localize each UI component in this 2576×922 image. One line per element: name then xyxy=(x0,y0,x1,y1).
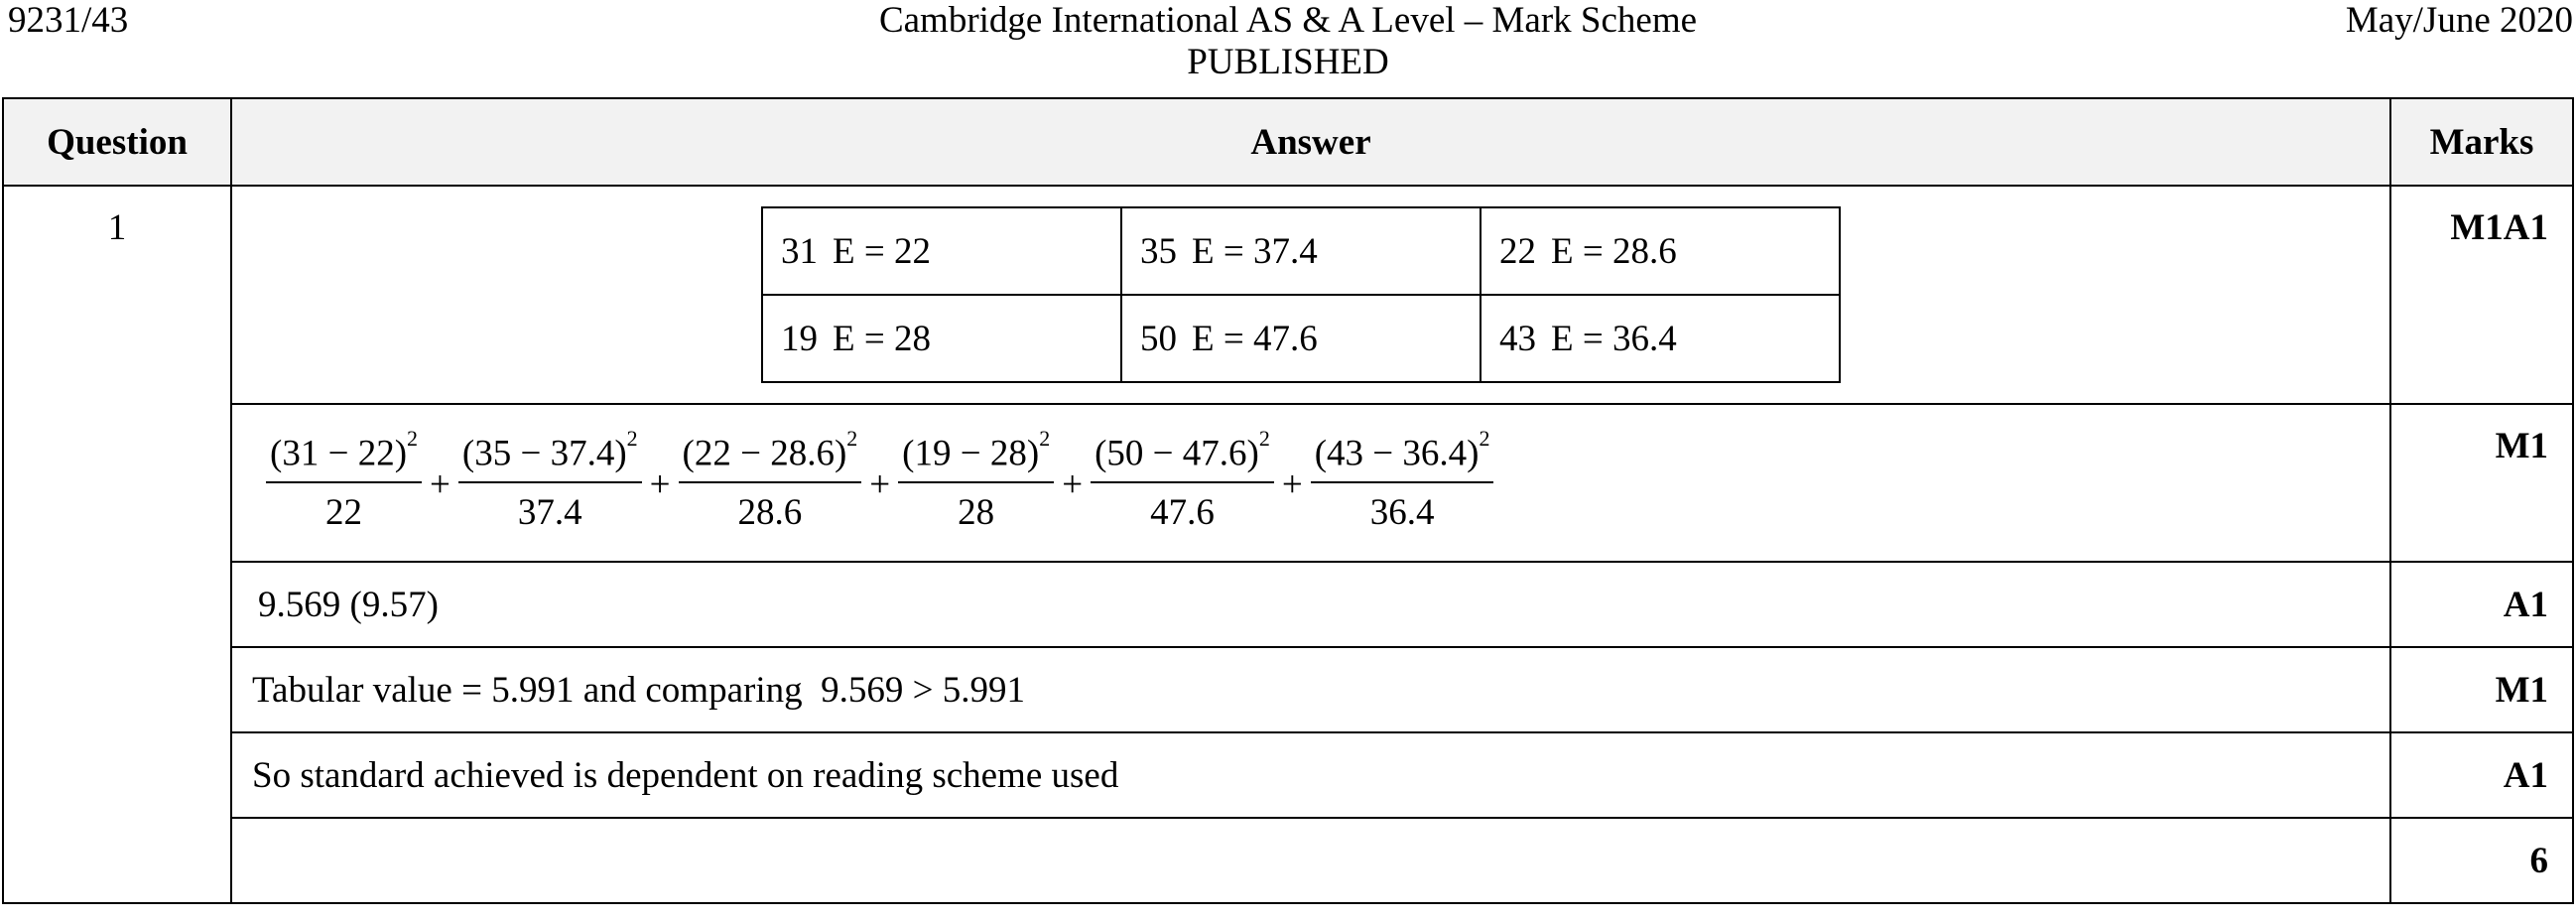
marks-column-header: Marks xyxy=(2390,98,2573,186)
page-heading xyxy=(0,0,2576,83)
table-row xyxy=(3,562,2573,647)
answer-text xyxy=(231,647,2390,732)
mark-scheme-title: Cambridge International AS & A Level – Mark Scheme xyxy=(878,0,1698,41)
mark-value: M1A1 xyxy=(2390,186,2573,404)
plus-sign: + xyxy=(1062,463,1084,505)
chi-square-formula xyxy=(252,426,2389,533)
expected-grid-row xyxy=(762,207,1840,295)
table-row xyxy=(3,818,2573,903)
expected-cell xyxy=(1481,207,1840,295)
fraction-denominator: 36.4 xyxy=(1369,491,1435,533)
chi-square-formula-cell xyxy=(231,404,2390,562)
formula-fraction xyxy=(454,426,646,533)
formula-fraction xyxy=(262,426,426,533)
expected-grid-row xyxy=(762,295,1840,382)
fraction-denominator: 37.4 xyxy=(517,491,582,533)
table-header-row xyxy=(3,98,2573,186)
plus-sign: + xyxy=(649,463,671,505)
mark-value: A1 xyxy=(2390,732,2573,818)
expected-cell xyxy=(1121,295,1481,382)
empty-answer-cell xyxy=(231,818,2390,903)
table-row xyxy=(3,732,2573,818)
expected-value: E = 36.4 xyxy=(1551,318,1677,359)
mark-value: A1 xyxy=(2390,562,2573,647)
observed-value: 50 xyxy=(1140,318,1177,359)
paper-code: 9231/43 xyxy=(8,0,129,41)
fraction-power: 2 xyxy=(1479,426,1490,452)
fraction-power: 2 xyxy=(1039,426,1051,452)
observed-value: 43 xyxy=(1499,318,1536,359)
published-label: PUBLISHED xyxy=(1187,42,1389,82)
total-mark: 6 xyxy=(2390,818,2573,903)
observed-value: 31 xyxy=(781,230,818,272)
expected-cell xyxy=(1481,295,1840,382)
fraction-power: 2 xyxy=(1258,426,1270,452)
fraction-numerator: (19 − 28) xyxy=(902,433,1040,474)
formula-fraction xyxy=(675,426,866,533)
observed-value: 22 xyxy=(1499,230,1536,272)
plus-sign: + xyxy=(430,463,451,505)
mark-value: M1 xyxy=(2390,647,2573,732)
expected-value: E = 28.6 xyxy=(1551,230,1677,272)
conclusion-text: So standard achieved is dependent on reading scheme used xyxy=(252,754,1119,796)
table-row xyxy=(3,186,2573,404)
formula-fraction xyxy=(894,426,1058,533)
plus-sign: + xyxy=(869,463,891,505)
table-row xyxy=(3,404,2573,562)
chi-square-result: 9.569 (9.57) xyxy=(258,584,439,625)
expected-value: E = 47.6 xyxy=(1192,318,1318,359)
fraction-power: 2 xyxy=(846,426,858,452)
expected-value: E = 28 xyxy=(833,318,931,359)
exam-session: May/June 2020 xyxy=(2345,0,2573,41)
fraction-numerator: (50 − 47.6) xyxy=(1095,433,1259,474)
fraction-denominator: 28 xyxy=(958,491,995,533)
mark-scheme-table xyxy=(2,97,2574,904)
expected-value: E = 37.4 xyxy=(1192,230,1318,272)
fraction-power: 2 xyxy=(407,426,419,452)
expected-values-cell xyxy=(231,186,2390,404)
mark-value: M1 xyxy=(2390,404,2573,562)
expected-cell xyxy=(1121,207,1481,295)
formula-fraction xyxy=(1307,426,1498,533)
expected-value: E = 22 xyxy=(833,230,931,272)
question-column-header: Question xyxy=(3,98,231,186)
fraction-numerator: (35 − 37.4) xyxy=(461,433,627,474)
expected-values-grid xyxy=(761,206,1841,383)
expected-cell xyxy=(762,207,1121,295)
answer-column-header: Answer xyxy=(231,98,2390,186)
answer-text xyxy=(231,732,2390,818)
answer-text xyxy=(231,562,2390,647)
fraction-numerator: (43 − 36.4) xyxy=(1314,433,1480,474)
fraction-denominator: 22 xyxy=(325,491,362,533)
question-number: 1 xyxy=(3,186,231,903)
formula-fraction xyxy=(1087,426,1278,533)
tabular-comparison: Tabular value = 5.991 and comparing 9.569 > 5.991 xyxy=(252,669,1025,711)
plus-sign: + xyxy=(1281,463,1303,505)
fraction-numerator: (31 − 22) xyxy=(270,433,408,474)
table-row xyxy=(3,647,2573,732)
fraction-power: 2 xyxy=(626,426,638,452)
observed-value: 19 xyxy=(781,318,818,359)
observed-value: 35 xyxy=(1140,230,1177,272)
expected-cell xyxy=(762,295,1121,382)
fraction-denominator: 47.6 xyxy=(1150,491,1215,533)
fraction-denominator: 28.6 xyxy=(737,491,803,533)
fraction-numerator: (22 − 28.6) xyxy=(682,433,847,474)
